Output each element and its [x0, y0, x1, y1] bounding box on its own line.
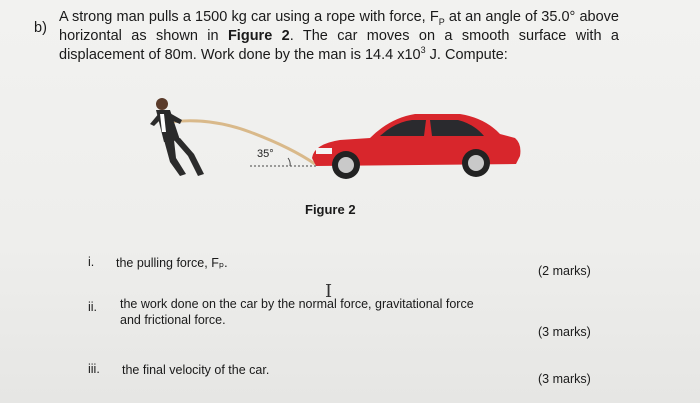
angle-label: 35°: [257, 148, 274, 160]
item-marks-ii: (3 marks): [538, 325, 591, 339]
question-label: b): [34, 20, 47, 36]
figure-man-pulling-car: [140, 92, 530, 192]
question-text: A strong man pulls a 1500 kg car using a rope with force, $F_P$ at an angle of 35.0° above horizontal as shown in Figure 2. The car moves on a smooth surface with a displacement of 80m. Work done by the man is 14.4 $x10^3$ J. Compute:: [59, 9, 619, 63]
item-number-i: i.: [88, 255, 95, 269]
man-pulling-rope: [150, 98, 204, 176]
figure-reference: Figure 2: [227, 28, 290, 44]
item-marks-iii: (3 marks): [538, 372, 591, 386]
item-text-i: the pulling force, Fₚ.: [116, 256, 228, 270]
red-car: [312, 114, 520, 179]
item-number-ii: ii.: [88, 300, 98, 314]
angle-arc: [288, 158, 290, 166]
item-text-ii: the work done on the car by the normal force, gravitational force and frictional force.: [120, 297, 474, 327]
item-number-iii: iii.: [88, 362, 100, 376]
text-cursor-icon: I: [325, 281, 333, 302]
figure-caption: Figure 2: [305, 202, 356, 217]
item-text-iii: the final velocity of the car.: [122, 363, 270, 377]
item-marks-i: (2 marks): [538, 264, 591, 278]
